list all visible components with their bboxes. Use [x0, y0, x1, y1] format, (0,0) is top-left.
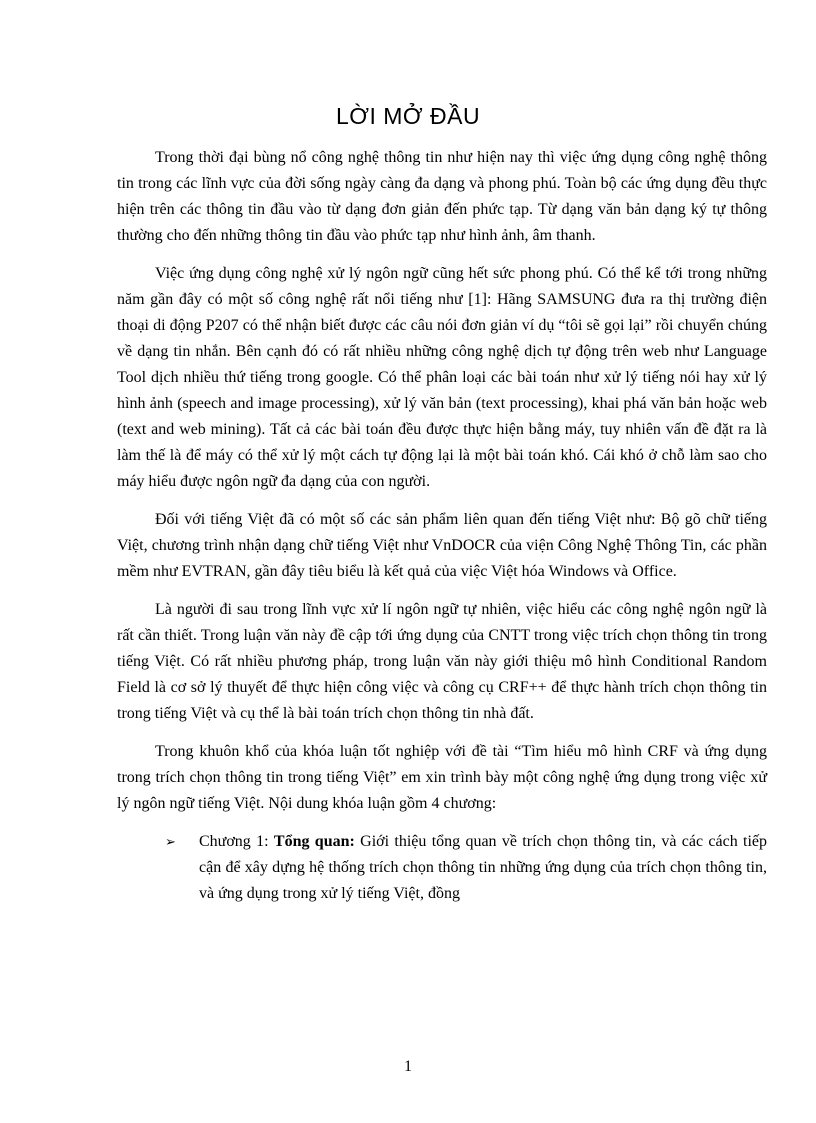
- chapter-prefix: Chương 1:: [199, 833, 274, 850]
- page-number: 1: [404, 1058, 412, 1075]
- chapter-list-item: [117, 829, 767, 907]
- paragraph-2: Việc ứng dụng công nghệ xử lý ngôn ngữ cũng hết sức phong phú. Có thể kể tới trong những năm gần đây có một số công nghệ rất nổi tiếng như [1]: Hãng SAMSUNG đưa ra thị trường điện thoại di động P207 có thể nhận biết được các câu nói đơn giản ví dụ “tôi sẽ gọi lại” rồi chuyển chúng về dạng tin nhắn. Bên cạnh đó có rất nhiều những công nghệ dịch tự động trên web như Language Tool dịch nhiều thứ tiếng trong google. Có thể phân loại các bài toán như xử lý tiếng nói hay xử lý hình ảnh (speech and image processing), xử lý văn bản (text processing), khai phá văn bản hoặc web (text and web mining). Tất cả các bài toán đều được thực hiện bằng máy, tuy nhiên vấn đề đặt ra là làm thế là để máy có thể xử lý một cách tự động lại là một bài toán khó. Cái khó ở chỗ làm sao cho máy hiểu được ngôn ngữ đa dạng của con người.: [117, 265, 767, 490]
- page-title: LỜI MỞ ĐẦU: [335, 103, 481, 129]
- chapter-description: Giới thiệu tổng quan về trích chọn thông tin, và các cách tiếp cận để xây dựng hệ thống trích chọn thông tin những ứng dụng của trích chọn thông tin, và ứng dụng trong xử lý tiếng Việt, đồng: [199, 833, 768, 902]
- body-text: [117, 145, 767, 907]
- paragraph-1: Trong thời đại bùng nổ công nghệ thông tin như hiện nay thì việc ứng dụng công nghệ thông tin trong các lĩnh vực của đời sống ngày càng đa dạng và phong phú. Toàn bộ các ứng dụng đều thực hiện trên các thông tin đầu vào từ dạng đơn giản đến phức tạp. Từ dạng văn bản dạng ký tự thông thường cho đến những thông tin đầu vào phức tạp như hình ảnh, âm thanh.: [117, 149, 767, 244]
- paragraph-5: Trong khuôn khổ của khóa luận tốt nghiệp với đề tài “Tìm hiểu mô hình CRF và ứng dụng trong trích chọn thông tin trong tiếng Việt” em xin trình bày một công nghệ ứng dụng trong việc xử lý ngôn ngữ tiếng Việt. Nội dung khóa luận gồm 4 chương:: [117, 743, 767, 812]
- paragraph-4: Là người đi sau trong lĩnh vực xử lí ngôn ngữ tự nhiên, việc hiểu các công nghệ ngôn ngữ là rất cần thiết. Trong luận văn này đề cập tới ứng dụng của CNTT trong việc trích chọn thông tin trong tiếng Việt. Có rất nhiều phương pháp, trong luận văn này giới thiệu mô hình Conditional Random Field là cơ sở lý thuyết để thực hiện công việc và công cụ CRF++ để thực hành trích chọn thông tin trong tiếng Việt và cụ thể là bài toán trích chọn thông tin nhà đất.: [117, 601, 767, 722]
- arrow-bullet-icon: ➢: [165, 834, 176, 849]
- paragraph-3: Đối với tiếng Việt đã có một số các sản phẩm liên quan đến tiếng Việt như: Bộ gõ chữ tiếng Việt, chương trình nhận dạng chữ tiếng Việt như VnDOCR của viện Công Nghệ Thông Tin, các phần mềm như EVTRAN, gần đây tiêu biểu là kết quả của việc Việt hóa Windows và Office.: [117, 511, 767, 580]
- chapter-label: Tổng quan:: [273, 833, 355, 850]
